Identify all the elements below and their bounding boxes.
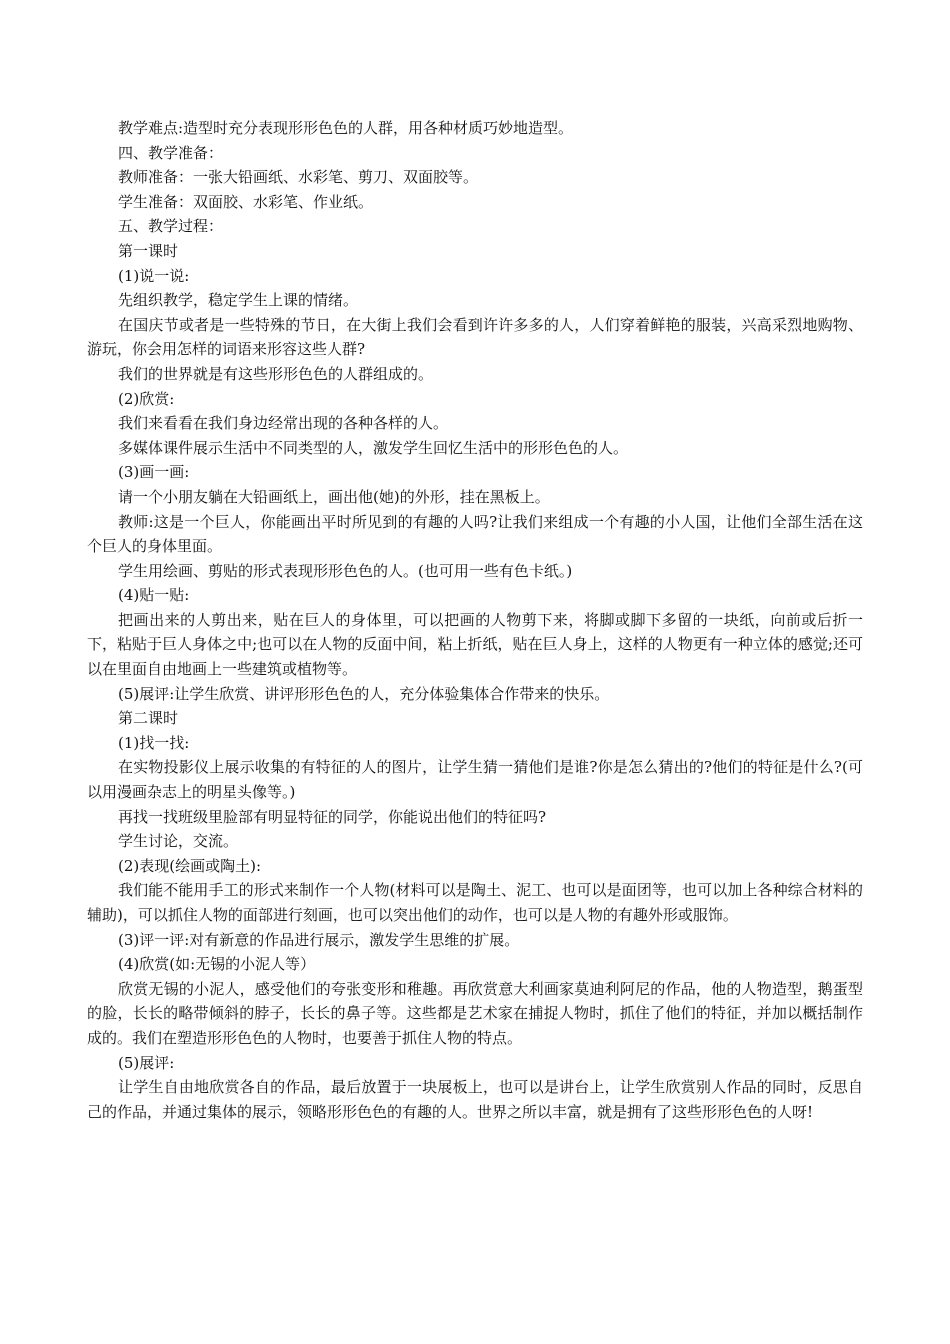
paragraph: 第二课时 [118, 709, 179, 728]
paragraph: 在国庆节或者是一些特殊的节日，在大街上我们会看到许许多多的人，人们穿着鲜艳的服装，兴高采烈地购物、游玩，你会用怎样的词语来形容这些人群? [87, 315, 863, 359]
paragraph: 多媒体课件展示生活中不同类型的人，激发学生回忆生活中的形形色色的人。 [118, 438, 629, 457]
paragraph: 欣赏无锡的小泥人，感受他们的夸张变形和稚趣。再欣赏意大利画家莫迪利阿尼的作品，他的人物造型，鹅蛋型的脸，长长的略带倾斜的脖子，长长的鼻子等。这些都是艺术家在捕捉人物时，抓住了他们的特征，并加以概括制作成的。我们在塑造形形色色的人物时，也要善于抓住人物的特点。 [87, 979, 863, 1047]
paragraph: 学生准备：双面胶、水彩笔、作业纸。 [118, 192, 374, 211]
paragraph: 第一课时 [118, 241, 179, 260]
paragraph: (3)画一画: [118, 463, 190, 482]
paragraph: 请一个小朋友躺在大铅画纸上，画出他(她)的外形，挂在黑板上。 [118, 487, 550, 506]
paragraph: 学生用绘画、剪贴的形式表现形形色色的人。(也可用一些有色卡纸。) [118, 561, 573, 580]
document-body [87, 116, 863, 1124]
paragraph: 在实物投影仪上展示收集的有特征的人的图片，让学生猜一猜他们是谁?你是怎么猜出的?他们的特征是什么?(可以用漫画杂志上的明星头像等。) [87, 758, 863, 802]
paragraph: (4)贴一贴: [118, 586, 190, 605]
paragraph: 把画出来的人剪出来，贴在巨人的身体里，可以把画的人物剪下来，将脚或脚下多留的一块纸，向前或后折一下，粘贴于巨人身体之中;也可以在人物的反面中间，粘上折纸，贴在巨人身上，这样的人物更有一种立体的感觉;还可以在里面自由地画上一些建筑或植物等。 [87, 610, 863, 679]
paragraph: 教学难点:造型时充分表现形形色色的人群，用各种材质巧妙地造型。 [118, 119, 574, 137]
paragraph: (1)找一找: [118, 733, 190, 752]
paragraph: 学生讨论，交流。 [118, 832, 239, 851]
paragraph: (5)展评: [118, 1053, 175, 1072]
paragraph: 再找一找班级里脸部有明显特征的同学，你能说出他们的特征吗? [118, 807, 547, 826]
paragraph: (3)评一评:对有新意的作品进行展示，激发学生思维的扩展。 [118, 930, 520, 949]
paragraph: (1)说一说: [118, 266, 190, 285]
paragraph: 我们来看看在我们身边经常出现的各种各样的人。 [118, 414, 449, 433]
paragraph: 让学生自由地欣赏各自的作品，最后放置于一块展板上，也可以是讲台上，让学生欣赏别人作品的同时，反思自己的作品，并通过集体的展示，领略形形色色的有趣的人。世界之所以丰富，就是拥有了这些形形色色的人呀! [87, 1078, 863, 1121]
paragraph: (2)欣赏: [118, 389, 175, 408]
paragraph: (4)欣赏(如:无锡的小泥人等） [118, 955, 316, 974]
paragraph: (5)展评:让学生欣赏、讲评形形色色的人，充分体验集体合作带来的快乐。 [118, 684, 610, 703]
paragraph: 先组织教学，稳定学生上课的情绪。 [118, 291, 359, 310]
paragraph: 教师准备：一张大铅画纸、水彩笔、剪刀、双面胶等。 [118, 168, 479, 187]
paragraph: 我们能不能用手工的形式来制作一个人物(材料可以是陶土、泥工、也可以是面团等，也可以加上各种综合材料的辅助)，可以抓住人物的面部进行刻画，也可以突出他们的动作，也可以是人物的有趣外形或服饰。 [87, 881, 863, 924]
paragraph: 四、教学准备： [118, 143, 224, 162]
paragraph: 五、教学过程： [118, 217, 224, 236]
paragraph: 教师:这是一个巨人，你能画出平时所见到的有趣的人吗?让我们来组成一个有趣的小人国，让他们全部生活在这个巨人的身体里面。 [87, 512, 863, 556]
paragraph: (2)表现(绘画或陶土): [118, 856, 262, 875]
paragraph: 我们的世界就是有这些形形色色的人群组成的。 [118, 364, 434, 383]
